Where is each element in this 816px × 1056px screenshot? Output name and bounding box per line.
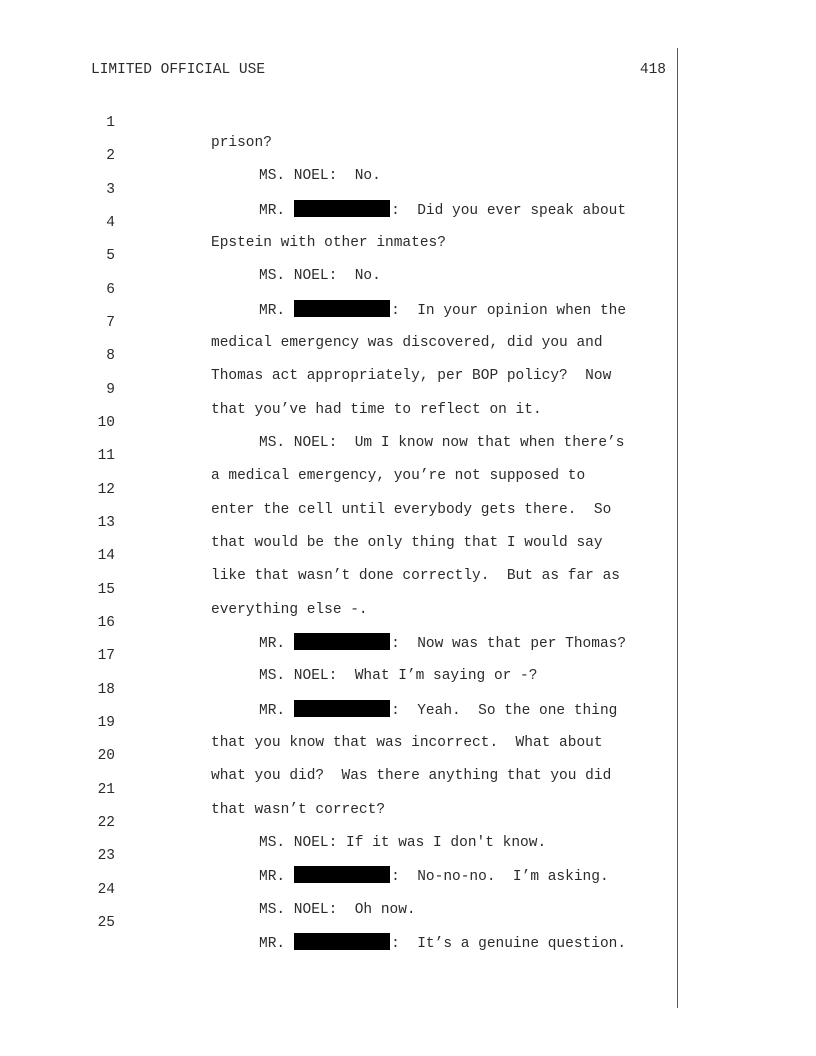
line-number: 21	[97, 782, 115, 798]
line-number: 17	[97, 648, 115, 664]
line-text: that you’ve had time to reflect on it.	[211, 402, 542, 418]
speaker-remark: : No-no-no. I’m asking.	[391, 869, 609, 885]
transcript-line	[0, 560, 677, 618]
line-number: 22	[97, 815, 115, 831]
line-text: that you know that was incorrect. What about	[211, 735, 603, 751]
speaker-title: MR.	[259, 203, 286, 219]
transcript-line	[0, 793, 677, 851]
line-text: MS. NOEL: Um I know now that when there’s	[259, 435, 625, 451]
line-text: MS. NOEL: What I’m saying or -?	[259, 668, 538, 684]
transcript-line	[0, 226, 677, 284]
speaker-remark: : Yeah. So the one thing	[391, 703, 618, 719]
line-number: 18	[97, 682, 115, 698]
line-text: MS. NOEL: No.	[259, 268, 381, 284]
transcript-line	[0, 593, 677, 652]
transcript-line	[0, 826, 677, 885]
speaker-title: MR.	[259, 703, 286, 719]
transcript-line	[0, 193, 677, 251]
line-number: 3	[106, 182, 115, 198]
line-number: 19	[97, 715, 115, 731]
line-text	[259, 933, 626, 954]
transcript-line	[0, 426, 677, 484]
line-text: medical emergency was discovered, did you and	[211, 335, 603, 351]
transcript-line	[0, 360, 677, 418]
transcript-line	[0, 693, 677, 751]
line-number: 2	[106, 148, 115, 164]
line-text: everything else -.	[211, 602, 368, 618]
transcript-line	[0, 860, 677, 918]
line-number: 8	[106, 348, 115, 364]
page-number: 418	[639, 62, 666, 78]
line-text: MS. NOEL: Oh now.	[259, 902, 416, 918]
line-text: MS. NOEL: No.	[259, 168, 381, 184]
line-number: 11	[97, 448, 115, 464]
line-text: enter the cell until everybody gets there. So	[211, 502, 612, 518]
transcript-line	[0, 160, 677, 219]
line-number: 15	[97, 582, 115, 598]
transcript-line	[0, 460, 677, 518]
speaker-title: MR.	[259, 869, 286, 885]
line-number: 1	[106, 115, 115, 131]
line-text: MS. NOEL: If it was I don't know.	[259, 835, 547, 851]
transcript-line	[0, 293, 677, 351]
line-number: 6	[106, 282, 115, 298]
line-number: 4	[106, 215, 115, 231]
transcript-line	[0, 526, 677, 584]
speaker-remark: : Now was that per Thomas?	[391, 636, 627, 652]
transcript-line	[0, 93, 677, 151]
speaker-remark: : In your opinion when the	[391, 303, 627, 319]
transcript-line	[0, 126, 677, 184]
speaker-title: MR.	[259, 936, 286, 952]
line-number: 20	[97, 748, 115, 764]
line-number: 25	[97, 915, 115, 931]
line-text: what you did? Was there anything that you did	[211, 768, 612, 784]
transcript-line	[0, 493, 677, 551]
right-margin-rule	[677, 48, 678, 1008]
transcript-line	[0, 760, 677, 818]
line-text: a medical emergency, you’re not supposed to	[211, 468, 586, 484]
transcript-line	[0, 726, 677, 784]
speaker-title: MR.	[259, 636, 286, 652]
line-number: 14	[97, 548, 115, 564]
transcript-line	[0, 893, 677, 952]
redaction-box	[294, 933, 390, 950]
line-number: 24	[97, 882, 115, 898]
line-number: 7	[106, 315, 115, 331]
line-number: 5	[106, 248, 115, 264]
line-text: prison?	[211, 135, 272, 151]
transcript-line	[0, 393, 677, 451]
transcript-line	[0, 260, 677, 319]
line-text: like that wasn’t done correctly. But as far as	[211, 568, 620, 584]
line-text: Epstein with other inmates?	[211, 235, 446, 251]
line-number: 9	[106, 382, 115, 398]
line-number: 23	[97, 848, 115, 864]
line-number: 10	[97, 415, 115, 431]
line-number: 16	[97, 615, 115, 631]
speaker-remark: : Did you ever speak about	[391, 203, 627, 219]
classification-header: LIMITED OFFICIAL USE	[91, 62, 266, 78]
line-number: 12	[97, 482, 115, 498]
speaker-title: MR.	[259, 303, 286, 319]
line-text: that would be the only thing that I would say	[211, 535, 603, 551]
line-text: Thomas act appropriately, per BOP policy? Now	[211, 368, 612, 384]
transcript-line	[0, 660, 677, 719]
speaker-remark: : It’s a genuine question.	[391, 936, 627, 952]
line-number: 13	[97, 515, 115, 531]
transcript-line	[0, 626, 677, 684]
transcript-line	[0, 326, 677, 384]
line-text: that wasn’t correct?	[211, 802, 386, 818]
